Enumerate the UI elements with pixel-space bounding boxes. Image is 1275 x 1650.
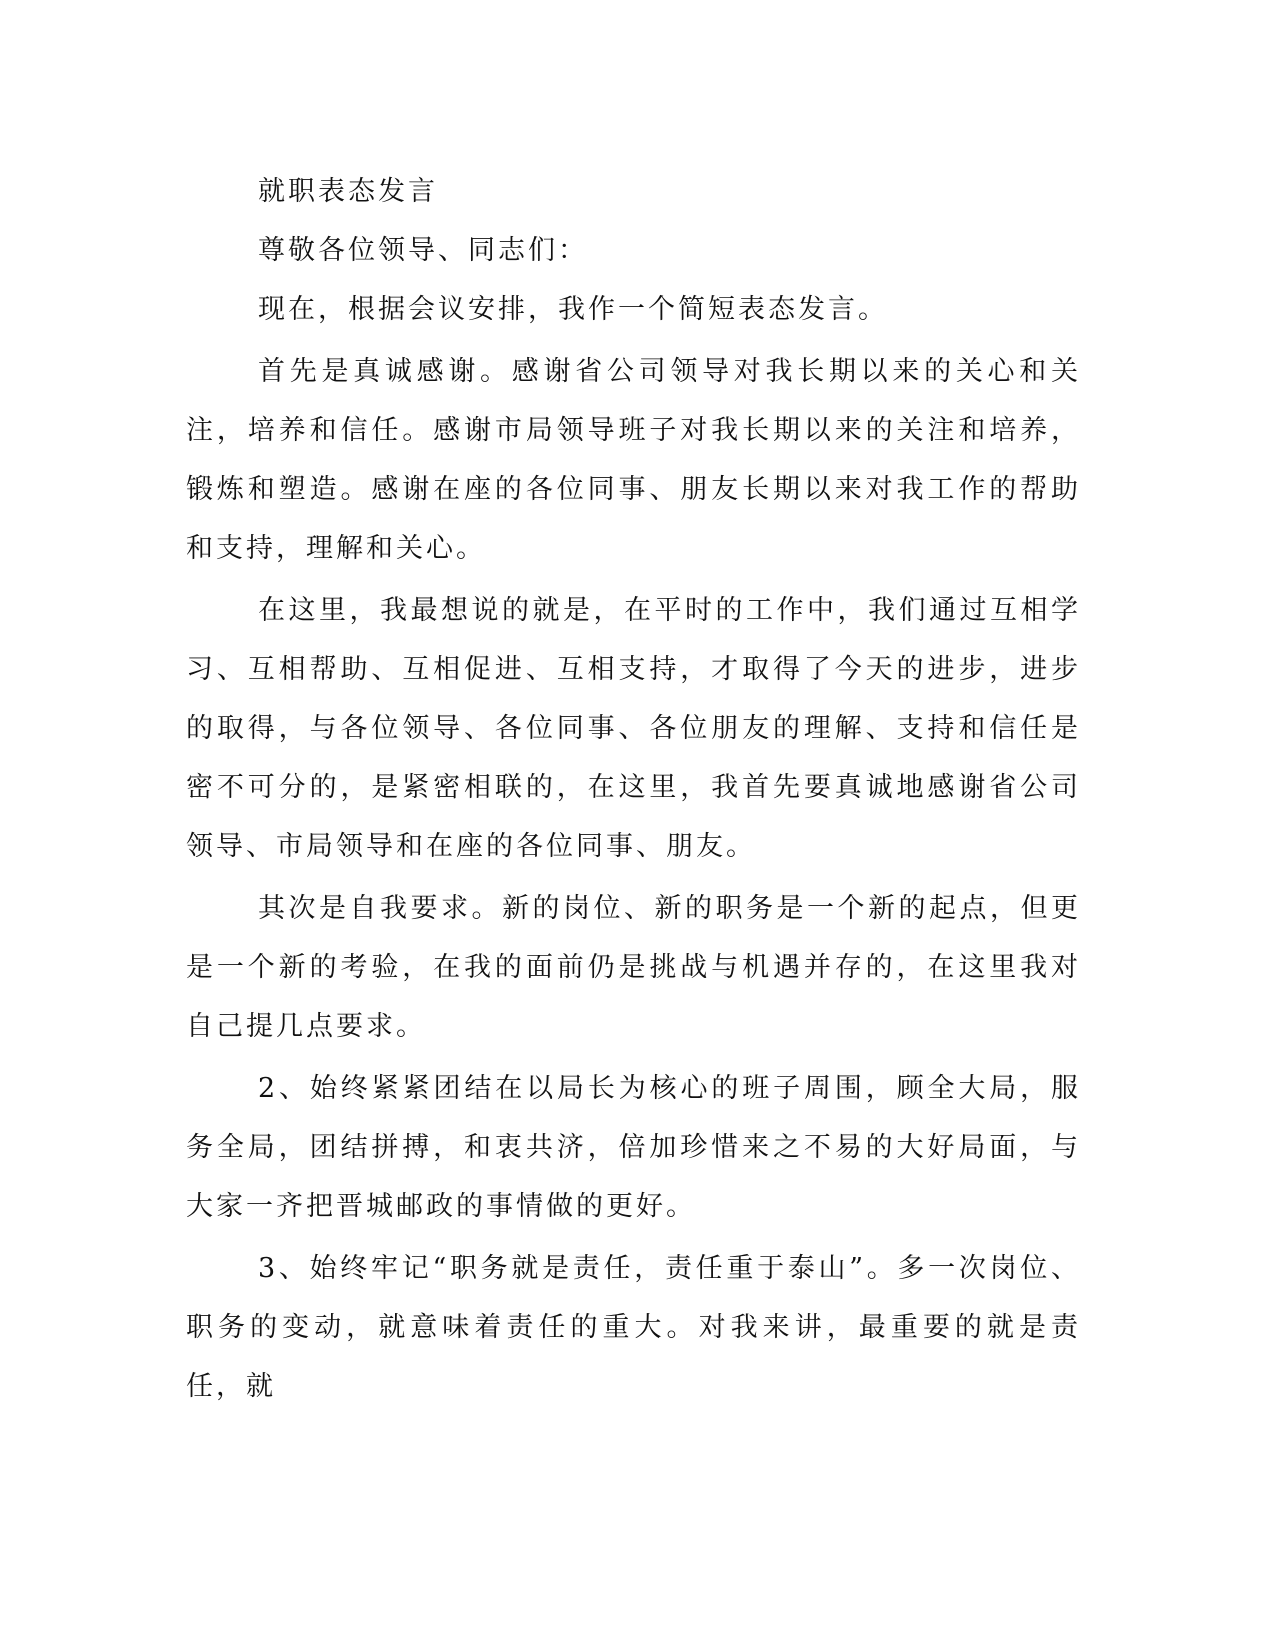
paragraph-self-requirements: 其次是自我要求。新的岗位、新的职务是一个新的起点，但更是一个新的考验，在我的面前仍是挑战与机遇并存的，在这里我对自己提几点要求。 <box>186 893 1081 1042</box>
salutation: 尊敬各位领导、同志们： <box>258 235 588 266</box>
paragraph-opening: 现在，根据会议安排，我作一个简短表态发言。 <box>258 294 888 325</box>
paragraph-thanks: 首先是真诚感谢。感谢省公司领导对我长期以来的关心和关注，培养和信任。感谢市局领导班子对我长期以来的关注和培养，锻炼和塑造。感谢在座的各位同事、朋友长期以来对我工作的帮助和支持，理解和关心。 <box>186 356 1081 564</box>
paragraph-item-3: 3、始终牢记“职务就是责任，责任重于泰山”。多一次岗位、职务的变动，就意味着责任的重大。对我来讲，最重要的就是责任，就 <box>186 1253 1081 1402</box>
paragraph-item-2: 2、始终紧紧团结在以局长为核心的班子周围，顾全大局，服务全局，团结拼搏，和衷共济，倍加珍惜来之不易的大好局面，与大家一齐把晋城邮政的事情做的更好。 <box>186 1073 1081 1222</box>
document-title: 就职表态发言 <box>258 176 438 207</box>
paragraph-progress: 在这里，我最想说的就是，在平时的工作中，我们通过互相学习、互相帮助、互相促进、互相支持，才取得了今天的进步，进步的取得，与各位领导、各位同事、各位朋友的理解、支持和信任是密不可分的，是紧密相联的，在这里，我首先要真诚地感谢省公司领导、市局领导和在座的各位同事、朋友。 <box>186 595 1081 862</box>
document-body <box>186 162 1081 1416</box>
